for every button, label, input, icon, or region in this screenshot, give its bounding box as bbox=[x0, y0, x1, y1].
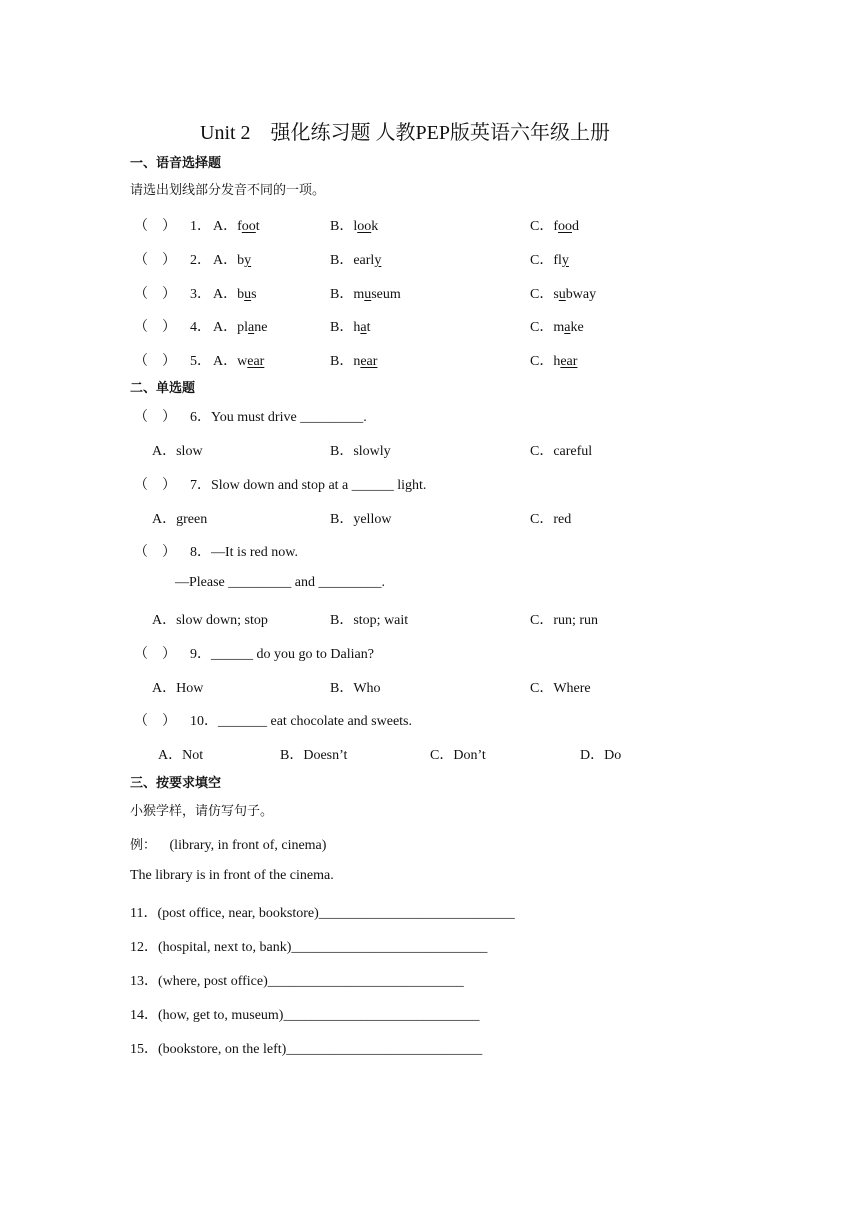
option-a[interactable] bbox=[213, 249, 251, 269]
word-part: seum bbox=[371, 287, 401, 302]
question-number: 7． bbox=[190, 478, 211, 493]
option-label: A． bbox=[213, 320, 238, 335]
answer-bracket[interactable]: （ ） bbox=[134, 320, 176, 335]
question-number: 5． bbox=[190, 354, 211, 369]
option-label: A． bbox=[213, 354, 238, 369]
section-heading-single-choice: 二、单选题 bbox=[130, 381, 196, 396]
option-label: B． bbox=[330, 354, 354, 369]
word-part: bway bbox=[565, 287, 597, 302]
answer-bracket[interactable]: （ ） bbox=[134, 545, 176, 560]
word-part: k bbox=[371, 219, 379, 234]
question-number: 4． bbox=[190, 320, 211, 335]
fill-item[interactable]: 14．(how, get to, museum)____________________________ bbox=[130, 1008, 480, 1023]
section-instruction: 小猴学样，请仿写句子。 bbox=[130, 804, 274, 819]
example-line bbox=[130, 834, 326, 854]
question-text: _______ eat chocolate and sweets. bbox=[218, 714, 412, 729]
option-a[interactable] bbox=[213, 316, 267, 336]
word-part: h bbox=[553, 354, 561, 369]
answer-bracket[interactable]: （ ） bbox=[134, 647, 176, 662]
question-9 bbox=[190, 643, 374, 663]
underlined-letters: oo bbox=[241, 219, 256, 234]
answer-bracket[interactable]: （ ） bbox=[134, 714, 176, 729]
underlined-letters: y bbox=[374, 253, 382, 268]
example-prompt: (library, in front of, cinema) bbox=[169, 838, 327, 853]
question-text: ______ do you go to Dalian? bbox=[211, 647, 374, 662]
option-label: A． bbox=[213, 287, 238, 302]
word-part: fl bbox=[553, 253, 562, 268]
word-part: h bbox=[353, 320, 361, 335]
option-c[interactable]: C．run; run bbox=[530, 613, 599, 628]
underlined-letters: a bbox=[360, 320, 367, 335]
word-part: l bbox=[353, 219, 358, 234]
option-a[interactable]: A．slow bbox=[152, 444, 203, 459]
option-label: C． bbox=[530, 320, 554, 335]
word-part: w bbox=[237, 354, 248, 369]
option-a[interactable]: A．How bbox=[152, 681, 204, 696]
option-c[interactable] bbox=[530, 316, 584, 336]
answer-bracket[interactable]: （ ） bbox=[134, 478, 176, 493]
option-c[interactable]: C．Don’t bbox=[430, 748, 486, 763]
word-part: ne bbox=[254, 320, 268, 335]
question-7 bbox=[190, 474, 426, 494]
section-heading-phonetics: 一、语音选择题 bbox=[130, 156, 222, 171]
section-heading-fill-in: 三、按要求填空 bbox=[130, 776, 222, 791]
word-part: f bbox=[553, 219, 559, 234]
question-8-line2: —Please _________ and _________. bbox=[175, 575, 385, 590]
question-number: 6． bbox=[190, 410, 211, 425]
option-label: C． bbox=[530, 219, 554, 234]
question-number: 2． bbox=[190, 253, 211, 268]
word-part: earl bbox=[353, 253, 375, 268]
word-part: s bbox=[251, 287, 257, 302]
page-title: Unit 2 强化练习题 人教PEP版英语六年级上册 bbox=[200, 122, 611, 144]
option-label: B． bbox=[330, 287, 354, 302]
option-label: C． bbox=[530, 287, 554, 302]
word-part: d bbox=[572, 219, 580, 234]
option-c[interactable] bbox=[530, 249, 569, 269]
word-part: f bbox=[237, 219, 242, 234]
underlined-letters: ear bbox=[247, 354, 265, 369]
word-part: s bbox=[553, 287, 559, 302]
underlined-letters: u bbox=[364, 287, 372, 302]
option-b[interactable]: B．yellow bbox=[330, 512, 392, 527]
question-number: 8． bbox=[190, 545, 211, 560]
underlined-letters: a bbox=[248, 320, 255, 335]
word-part: t bbox=[366, 320, 371, 335]
underlined-letters: u bbox=[244, 287, 252, 302]
question-text: —It is red now. bbox=[211, 545, 298, 560]
option-c[interactable]: C．red bbox=[530, 512, 572, 527]
question-6 bbox=[190, 406, 367, 426]
option-b[interactable] bbox=[330, 283, 401, 303]
option-d[interactable]: D．Do bbox=[580, 748, 622, 763]
answer-bracket[interactable]: （ ） bbox=[134, 410, 176, 425]
option-a[interactable] bbox=[213, 215, 260, 235]
option-label: C． bbox=[530, 253, 554, 268]
underlined-letters: u bbox=[558, 287, 566, 302]
answer-bracket[interactable]: （ ） bbox=[134, 354, 176, 369]
fill-item[interactable]: 13．(where, post office)____________________________ bbox=[130, 974, 464, 989]
word-part: b bbox=[237, 253, 245, 268]
section-instruction: 请选出划线部分发音不同的一项。 bbox=[130, 183, 326, 198]
question-number: 1． bbox=[190, 219, 211, 234]
question-8 bbox=[190, 541, 298, 561]
option-label: B． bbox=[330, 219, 354, 234]
underlined-letters: oo bbox=[357, 219, 372, 234]
option-b[interactable]: B．slowly bbox=[330, 444, 391, 459]
option-a[interactable] bbox=[213, 350, 264, 370]
option-b[interactable] bbox=[330, 350, 377, 370]
underlined-letters: ear bbox=[560, 354, 578, 369]
option-b[interactable] bbox=[330, 215, 378, 235]
option-a[interactable]: A．slow down; stop bbox=[152, 613, 268, 628]
underlined-letters: y bbox=[561, 253, 569, 268]
word-part: t bbox=[255, 219, 260, 234]
option-c[interactable]: C．careful bbox=[530, 444, 593, 459]
option-label: A． bbox=[213, 219, 238, 234]
option-b[interactable]: B．Who bbox=[330, 681, 381, 696]
question-number: 10． bbox=[190, 714, 218, 729]
option-b[interactable]: B．stop; wait bbox=[330, 613, 409, 628]
option-c[interactable] bbox=[530, 350, 577, 370]
question-text: Slow down and stop at a ______ light. bbox=[211, 478, 427, 493]
option-label: B． bbox=[330, 320, 354, 335]
word-part: n bbox=[353, 354, 361, 369]
answer-bracket[interactable]: （ ） bbox=[134, 287, 176, 302]
option-a[interactable]: A．green bbox=[152, 512, 208, 527]
option-label: B． bbox=[330, 253, 354, 268]
option-c[interactable]: C．Where bbox=[530, 681, 591, 696]
option-a[interactable] bbox=[213, 283, 257, 303]
question-text: You must drive _________. bbox=[211, 410, 367, 425]
word-part: m bbox=[553, 320, 565, 335]
underlined-letters: y bbox=[244, 253, 252, 268]
underlined-letters: oo bbox=[558, 219, 573, 234]
option-b[interactable] bbox=[330, 316, 370, 336]
underlined-letters: a bbox=[564, 320, 571, 335]
option-label: A． bbox=[213, 253, 238, 268]
question-number: 9． bbox=[190, 647, 211, 662]
word-part: m bbox=[353, 287, 365, 302]
question-10 bbox=[190, 710, 412, 730]
fill-item[interactable]: 12．(hospital, next to, bank)____________________________ bbox=[130, 940, 488, 955]
option-a[interactable]: A．Not bbox=[158, 748, 204, 763]
answer-bracket[interactable]: （ ） bbox=[134, 219, 176, 234]
fill-item[interactable]: 15．(bookstore, on the left)____________________________ bbox=[130, 1042, 483, 1057]
question-number: 3． bbox=[190, 287, 211, 302]
underlined-letters: ear bbox=[360, 354, 378, 369]
option-b[interactable] bbox=[330, 249, 381, 269]
option-label: C． bbox=[530, 354, 554, 369]
word-part: b bbox=[237, 287, 245, 302]
word-part: ke bbox=[570, 320, 584, 335]
fill-item[interactable]: 11．(post office, near, bookstore)____________________________ bbox=[130, 906, 515, 921]
option-c[interactable] bbox=[530, 283, 596, 303]
word-part: pl bbox=[237, 320, 249, 335]
example-answer: The library is in front of the cinema. bbox=[130, 868, 334, 883]
example-label: 例： bbox=[130, 838, 157, 853]
option-b[interactable]: B．Doesn’t bbox=[280, 748, 348, 763]
option-c[interactable] bbox=[530, 215, 579, 235]
answer-bracket[interactable]: （ ） bbox=[134, 253, 176, 268]
